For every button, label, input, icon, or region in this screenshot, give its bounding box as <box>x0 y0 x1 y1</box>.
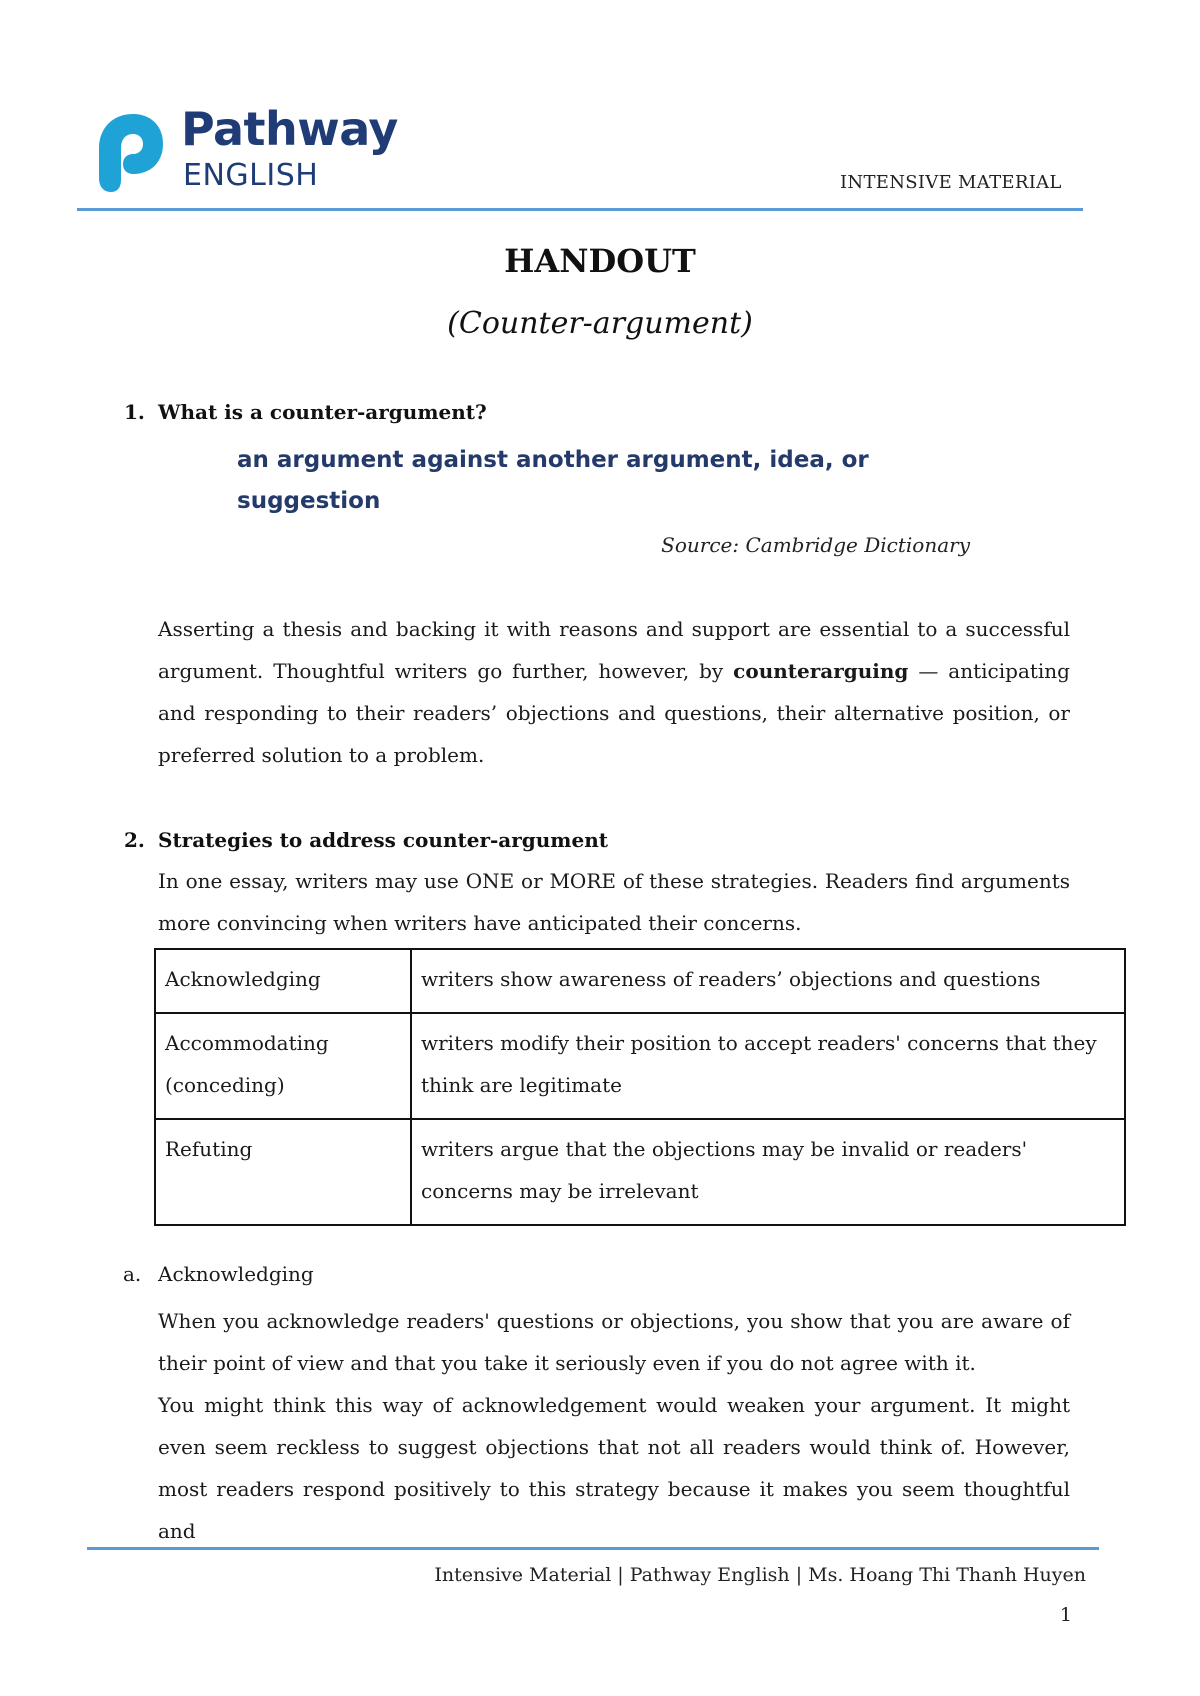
pathway-logo-mark-icon <box>97 112 165 194</box>
strategy-term: Acknowledging <box>155 949 411 1013</box>
strategy-table <box>154 948 1126 1226</box>
strategy-description: writers show awareness of readers’ objections and questions <box>411 949 1125 1013</box>
pathway-english-logo <box>97 102 398 196</box>
logo-wordmark-english: ENGLISH <box>183 158 319 193</box>
section-2-heading: Strategies to address counter-argument <box>158 828 608 852</box>
table-row <box>155 949 1125 1013</box>
subsection-a-heading: Acknowledging <box>158 1262 314 1286</box>
strategy-term: Refuting <box>155 1119 411 1225</box>
section-1-heading: What is a counter-argument? <box>158 400 487 424</box>
paragraph-bold-term: counterarguing <box>733 659 909 683</box>
document-subtitle: (Counter-argument) <box>447 306 753 341</box>
page-number: 1 <box>1059 1604 1072 1626</box>
footer-divider <box>87 1547 1099 1550</box>
dictionary-definition: an argument against another argument, idea, or suggestion <box>237 447 869 514</box>
section-2-paragraph: In one essay, writers may use ONE or MORE of these strategies. Readers find arguments more convincing when writers have anticipated their concerns. <box>158 869 1070 935</box>
header-divider <box>77 208 1083 211</box>
table-row <box>155 1119 1125 1225</box>
section-1-number: 1. <box>124 400 145 424</box>
logo-wordmark-pathway: Pathway <box>181 102 398 156</box>
table-row <box>155 1013 1125 1119</box>
document-title: HANDOUT <box>504 242 696 280</box>
subsection-a-paragraph-1: When you acknowledge readers' questions or objections, you show that you are aware of their point of view and that you take it seriously even if you do not agree with it. <box>158 1309 1070 1375</box>
section-1-paragraph <box>158 608 1070 776</box>
strategy-description: writers argue that the objections may be invalid or readers' concerns may be irrelevant <box>411 1119 1125 1225</box>
subsection-a-paragraph-2: You might think this way of acknowledgement would weaken your argument. It might even seem reckless to suggest objections that not all readers would think of. However, most readers respond positively to this strategy because it makes you seem thoughtful and <box>158 1393 1070 1543</box>
subsection-a-body <box>158 1300 1070 1552</box>
section-2-number: 2. <box>124 828 145 852</box>
definition-source: Source: Cambridge Dictionary <box>661 533 970 557</box>
header-label: INTENSIVE MATERIAL <box>840 172 1062 193</box>
strategy-term: Accommodating (conceding) <box>155 1013 411 1119</box>
footer-text: Intensive Material | Pathway English | Ms. Hoang Thi Thanh Huyen <box>434 1564 1086 1586</box>
subsection-a-marker: a. <box>123 1262 142 1286</box>
paragraph-text-before: Asserting a thesis and backing it with reasons and support are essential to a successful argument. Thoughtful writers go further, however, by <box>158 617 1070 683</box>
paragraph-text-after: — anticipating and responding to their readers’ objections and questions, their alternative position, or preferred solution to a problem. <box>158 659 1070 767</box>
strategy-description: writers modify their position to accept readers' concerns that they think are legitimate <box>411 1013 1125 1119</box>
